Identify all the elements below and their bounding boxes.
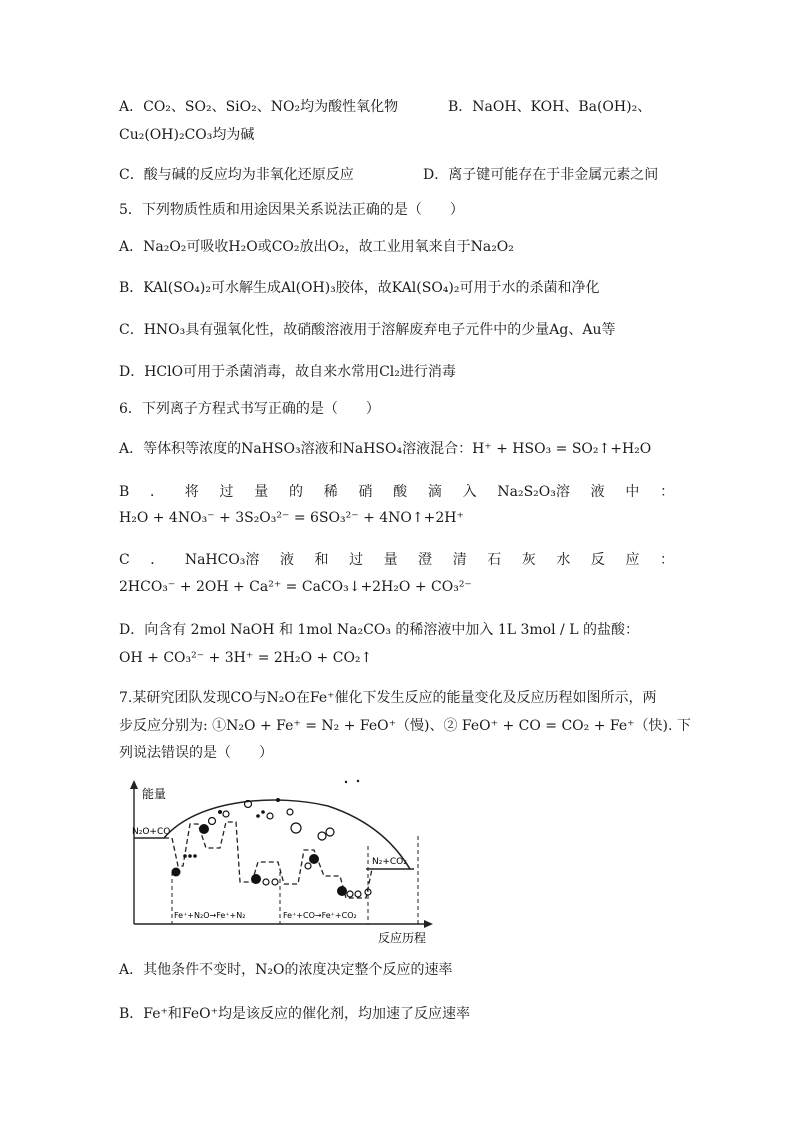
- q6-option-b-equation: H₂O + 4NO₃⁻ + 3S₂O₃²⁻ = 6SO₃²⁻ + 4NO↑+2H⁺: [119, 510, 464, 526]
- q6-option-d: D．向含有 2mol NaOH 和 1mol Na₂CO₃ 的稀溶液中加入 1L 3mol / L 的盐酸：: [119, 622, 639, 638]
- word: 清: [452, 552, 467, 568]
- start-label: N₂O+CO: [132, 827, 171, 837]
- q6-option-c-equation: 2HCO₃⁻ + 2OH + Ca²⁺ = CaCO₃↓+2H₂O + CO₃²⁻: [119, 579, 472, 595]
- x-axis-arrow: [424, 920, 433, 928]
- word: ：: [660, 484, 675, 500]
- q4-option-a: A．CO₂、SO₂、SiO₂、NO₂均为酸性氧化物: [119, 99, 399, 115]
- word: 入: [462, 484, 477, 500]
- y-axis-arrow: [130, 780, 138, 789]
- word: 中: [625, 484, 640, 500]
- word: 将: [184, 484, 199, 500]
- word: ．: [150, 552, 165, 568]
- word: 和: [314, 552, 329, 568]
- q4-option-b: B．NaOH、KOH、Ba(OH)₂、: [448, 99, 652, 115]
- word: ．: [150, 484, 165, 500]
- word: 酸: [393, 484, 408, 500]
- word: C: [119, 552, 130, 568]
- q5-option-d: D．HClO可用于杀菌消毒，故自来水常用Cl₂进行消毒: [119, 364, 456, 380]
- word: ：: [659, 552, 674, 568]
- q4-option-c: C．酸与碱的反应均为非氧化还原反应: [119, 167, 354, 183]
- q7-option-b: B．Fe⁺和FeO⁺均是该反应的催化剂，均加速了反应速率: [119, 1006, 471, 1022]
- word: Na₂S₂O₃溶: [497, 484, 570, 500]
- word: 过: [219, 484, 234, 500]
- q7-stem-line2: 步反应分别为: ①N₂O + Fe⁺ = N₂ + FeO⁺（慢)、② FeO⁺ + CO = CO₂ + Fe⁺（快). 下: [119, 718, 691, 734]
- word: 应: [625, 552, 640, 568]
- word: 液: [590, 484, 605, 500]
- q6-stem: 6．下列离子方程式书写正确的是（ ）: [119, 401, 380, 417]
- word: 稀: [323, 484, 338, 500]
- q4-option-d: D．离子键可能存在于非金属元素之间: [423, 167, 659, 183]
- step2-label: Fe⁺+CO→Fe⁺+CO₂: [283, 911, 357, 920]
- q6-option-c-text: [119, 550, 674, 570]
- word: B: [119, 484, 130, 500]
- q6-option-d-equation: OH + CO₃²⁻ + 3H⁺ = 2H₂O + CO₂↑: [119, 650, 373, 666]
- word: 的: [288, 484, 303, 500]
- word: NaHCO₃溶: [184, 552, 260, 568]
- energy-diagram: [128, 776, 448, 946]
- word: 量: [254, 484, 269, 500]
- q5-option-c: C．HNO₃具有强氧化性，故硝酸溶液用于溶解废弃电子元件中的少量Ag、Au等: [119, 322, 616, 338]
- q7-stem-line3: 列说法错误的是（ ）: [119, 745, 273, 761]
- q5-option-b: B．KAl(SO₄)₂可水解生成Al(OH)₃胶体，故KAl(SO₄)₂可用于水的杀菌和净化: [119, 280, 600, 296]
- q6-option-a: A．等体积等浓度的NaHSO₃溶液和NaHSO₄溶液混合：H⁺ + HSO₃ = SO₂↑+H₂O: [119, 441, 652, 457]
- molecule-outline-glyphs: [209, 801, 372, 898]
- word: 石: [487, 552, 502, 568]
- word: 澄: [418, 552, 433, 568]
- word: 量: [383, 552, 398, 568]
- word: 硝: [358, 484, 373, 500]
- word: 水: [556, 552, 571, 568]
- molecule-glyphs: [172, 798, 348, 896]
- q5-option-a: A．Na₂O₂可吸收H₂O或CO₂放出O₂，故工业用氧来自于Na₂O₂: [119, 239, 514, 255]
- word: 液: [279, 552, 294, 568]
- q7-option-a: A．其他条件不变时，N₂O的浓度决定整个反应的速率: [119, 962, 453, 978]
- x-axis-label: 反应历程: [378, 931, 427, 945]
- q7-stem-line1: 7.某研究团队发现CO与N₂O在Fe⁺催化下发生反应的能量变化及反应历程如图所示，两: [119, 690, 657, 706]
- step1-label: Fe⁺+N₂O→Fe⁺+N₂: [174, 911, 246, 920]
- q5-stem: 5．下列物质性质和用途因果关系说法正确的是（ ）: [119, 202, 464, 218]
- top-marks: [345, 780, 359, 783]
- word: 反: [590, 552, 605, 568]
- word: 滴: [427, 484, 442, 500]
- q6-option-b-text: [119, 482, 674, 502]
- q4-option-b-continued: Cu₂(OH)₂CO₃均为碱: [119, 127, 255, 143]
- word: 灰: [521, 552, 536, 568]
- y-axis-label: 能量: [142, 787, 167, 801]
- end-label: N₂+CO₂: [372, 857, 407, 867]
- word: 过: [349, 552, 364, 568]
